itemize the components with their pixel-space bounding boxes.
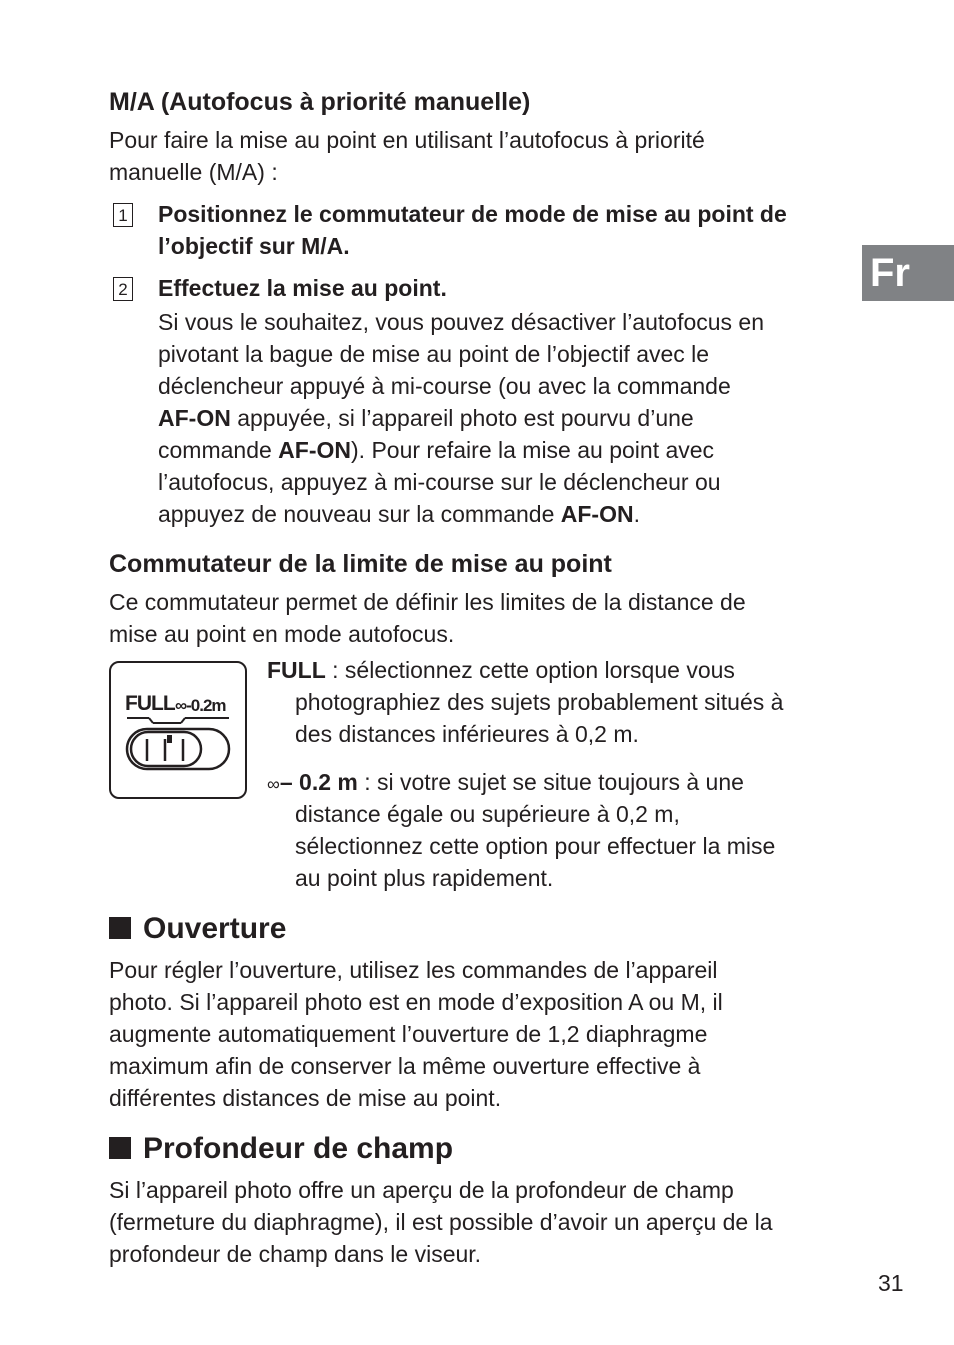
step-2-body-line: AF-ON appuyée, si l’appareil photo est pourvu d’une xyxy=(158,405,694,431)
af-on-label: AF-ON xyxy=(158,405,231,431)
switch-label-range: ∞-0.2m xyxy=(175,696,226,715)
infinity-option-line: sélectionnez cette option pour effectuer la mise xyxy=(295,833,776,859)
step-number-2: 2 xyxy=(113,277,133,301)
paragraph-line: manuelle (M/A) : xyxy=(109,159,278,185)
step-2-body-line: appuyez de nouveau sur la commande AF-ON. xyxy=(158,501,640,527)
step-2-title: Effectuez la mise au point. xyxy=(158,275,447,301)
af-on-label: AF-ON xyxy=(560,501,634,527)
af-on-label: AF-ON xyxy=(278,437,351,463)
section-heading-ouverture: Ouverture xyxy=(109,911,286,947)
step-1-title-cont: l’objectif sur M/A. xyxy=(158,233,350,259)
step-2-body-line: l’autofocus, appuyez à mi-course sur le déclencheur ou xyxy=(158,469,721,495)
full-option-line: FULL : sélectionnez cette option lorsque vous xyxy=(267,657,735,683)
switch-label-full: FULL xyxy=(125,692,175,715)
step-2-body-line: commande AF-ON). Pour refaire la mise au point avec xyxy=(158,437,715,463)
switch-drawing-icon xyxy=(111,663,245,797)
paragraph-line: mise au point en mode autofocus. xyxy=(109,621,455,647)
page-number: 31 xyxy=(878,1270,904,1296)
step-2-body-line: déclencheur appuyé à mi-course (ou avec la commande xyxy=(158,373,731,399)
infinity-icon: ∞ xyxy=(267,774,280,794)
step-2-body-line: pivotant la bague de mise au point de l’objectif avec le xyxy=(158,341,710,367)
focus-limit-switch-illustration xyxy=(109,661,247,799)
paragraph-line: différentes distances de mise au point. xyxy=(109,1085,502,1111)
square-bullet-icon xyxy=(109,1137,131,1159)
paragraph-line: Si l’appareil photo offre un aperçu de la profondeur de champ xyxy=(109,1177,734,1203)
paragraph-line: augmente automatiquement l’ouverture de 1,2 diaphragme xyxy=(109,1021,708,1047)
language-tab: Fr xyxy=(862,245,954,301)
step-2-body-line: Si vous le souhaitez, vous pouvez désactiver l’autofocus en xyxy=(158,309,765,335)
step-1-title: Positionnez le commutateur de mode de mise au point de xyxy=(158,201,787,227)
full-term: FULL xyxy=(267,657,326,683)
paragraph-line: (fermeture du diaphragme), il est possible d’avoir un aperçu de la xyxy=(109,1209,773,1235)
section-heading-focus-limit: Commutateur de la limite de mise au point xyxy=(109,550,612,578)
step-number-1: 1 xyxy=(113,203,133,227)
paragraph-line: profondeur de champ dans le viseur. xyxy=(109,1241,482,1267)
paragraph-line: Pour régler l’ouverture, utilisez les commandes de l’appareil xyxy=(109,957,718,983)
section-heading-profondeur: Profondeur de champ xyxy=(109,1131,453,1167)
infinity-option-line: ∞– 0.2 m : si votre sujet se situe toujours à une xyxy=(267,769,744,795)
paragraph-line: Ce commutateur permet de définir les limites de la distance de xyxy=(109,589,746,615)
paragraph-line: photo. Si l’appareil photo est en mode d’exposition A ou M, il xyxy=(109,989,723,1015)
full-option-line: des distances inférieures à 0,2 m. xyxy=(295,721,639,747)
square-bullet-icon xyxy=(109,917,131,939)
full-option-line: photographiez des sujets probablement situés à xyxy=(295,689,784,715)
infinity-term: – 0.2 m xyxy=(279,769,358,795)
infinity-option-line: distance égale ou supérieure à 0,2 m, xyxy=(295,801,680,827)
paragraph-line: Pour faire la mise au point en utilisant l’autofocus à priorité xyxy=(109,127,705,153)
paragraph-line: maximum afin de conserver la même ouverture effective à xyxy=(109,1053,701,1079)
section-heading-ma: M/A (Autofocus à priorité manuelle) xyxy=(109,88,531,116)
infinity-option-line: au point plus rapidement. xyxy=(295,865,554,891)
